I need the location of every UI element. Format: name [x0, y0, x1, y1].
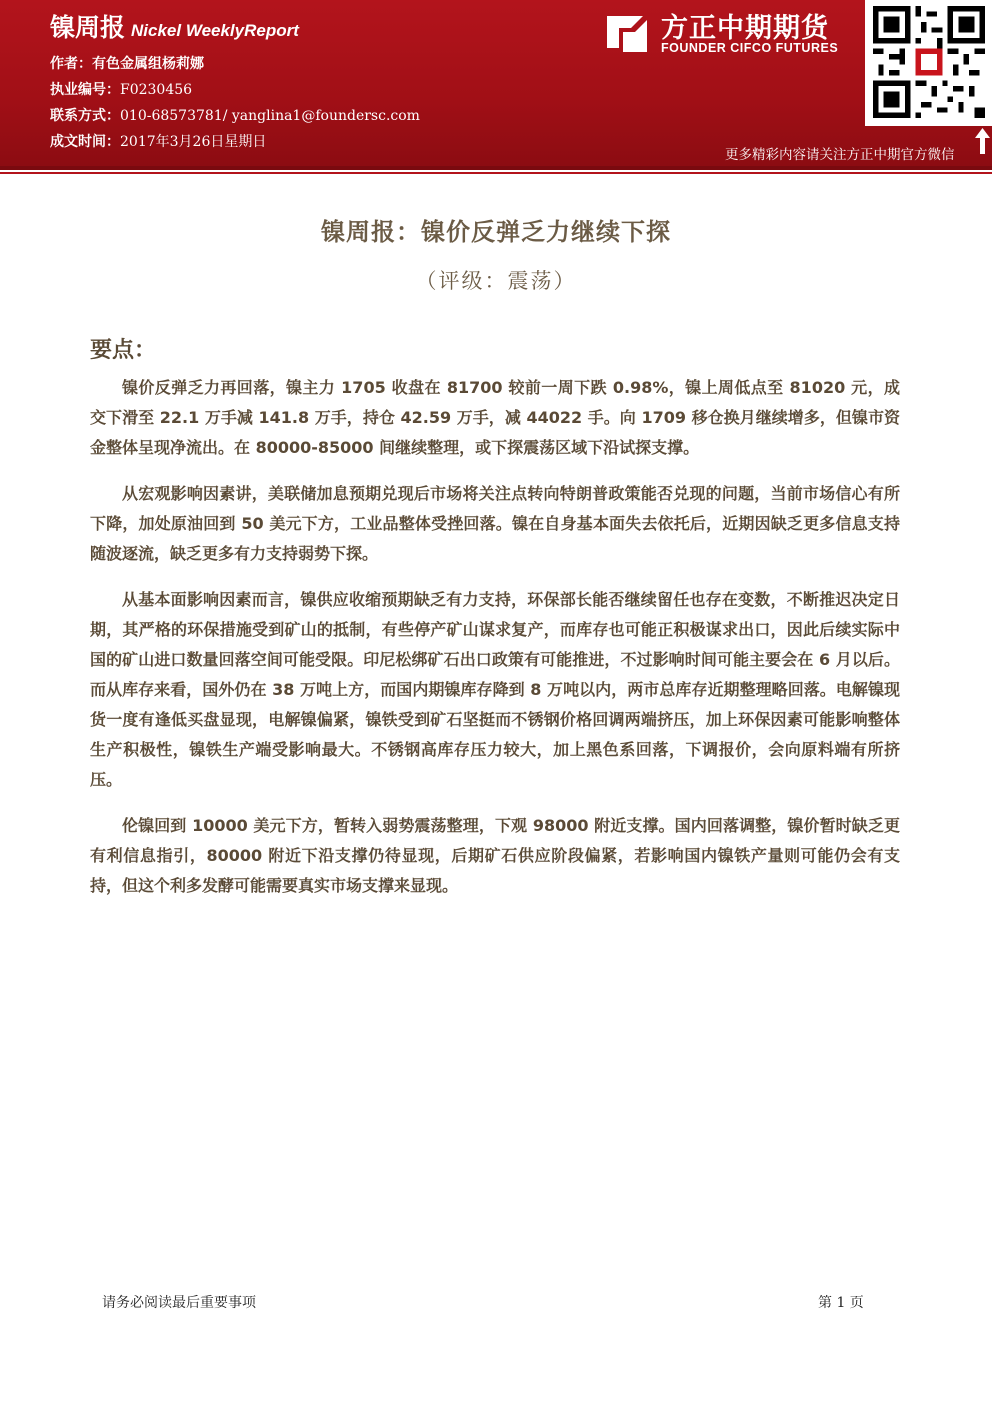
- license-line: [50, 79, 192, 99]
- license-value: F0230456: [120, 82, 193, 98]
- date-line: [50, 131, 266, 151]
- company-logo: [603, 6, 863, 62]
- date-value: 2017年3月26日星期日: [120, 134, 267, 150]
- paragraph-3: 从基本面影响因素而言，镍供应收缩预期缺乏有力支持，环保部长能否继续留任也存在变数，不断推迟决定日期，其严格的环保措施受到矿山的抵制，有些停产矿山谋求复产，而库存也可能正积极谋求出口，因此后续实际中国的矿山进口数量回落空间可能受限。印尼松绑矿石出口政策有可能推进，不过影响时间可能主要会在 6 月以后。而从库存来看，国外仍在 38 万吨上方，而国内期镍库存降到 8 万吨以内，两市总库存近期整理略回落。电解镍现货一度有逢低买盘显现，电解镍偏紧，镍铁受到矿石坚挺而不锈钢价格回调两端挤压，加上环保因素可能影响整体生产积极性，镍铁生产端受影响最大。不锈钢高库存压力较大，加上黑色系回落，下调报价，会向原料端有所挤压。: [90, 590, 900, 789]
- report-title-en: Nickel WeeklyReport: [131, 21, 299, 40]
- paragraph-1: 镍价反弹乏力再回落，镍主力 1705 收盘在 81700 较前一周下跌 0.98%，镍上周低点至 81020 元，成交下滑至 22.1 万手减 141.8 万手，持仓 42.59 万手，减 44022 手。向 1709 移仓换月继续增多，但镍市资金整体呈现净流出。在 80000-85000 间继续整理，或下探震荡区域下沿试探支撑。: [90, 378, 900, 457]
- wechat-follow-bar: [700, 140, 992, 162]
- author-value: 有色金属组杨莉娜: [92, 56, 204, 72]
- footer-notice: 请务必阅读最后重要事项: [102, 1295, 256, 1311]
- paragraph-2: 从宏观影响因素讲，美联储加息预期兑现后市场将关注点转向特朗普政策能否兑现的问题，当前市场信心有所下降，加处原油回到 50 美元下方，工业品整体受挫回落。镍在自身基本面失去依托后，近期因缺乏更多信息支持随波逐流，缺乏更多有力支持弱势下探。: [90, 484, 900, 563]
- qr-code-panel: [865, 0, 992, 126]
- paragraph-4: 伦镍回到 10000 美元下方，暂转入弱势震荡整理，下观 98000 附近支撑。国内回落调整，镍价暂时缺乏更有利信息指引，80000 附近下沿支撑仍待显现，后期矿石供应阶段偏紧，若影响国内镍铁产量则可能仍会有支持，但这个利多发酵可能需要真实市场支撑来显现。: [90, 816, 900, 895]
- page-number: 第 1 页: [818, 1295, 864, 1311]
- report-title: [50, 8, 299, 44]
- report-title-cn: 镍周报: [50, 13, 126, 42]
- qr-code-icon: [873, 6, 985, 118]
- header-divider-dark: [0, 166, 992, 170]
- section-heading: 要点：: [90, 338, 157, 363]
- wechat-follow-text: 更多精彩内容请关注方正中期官方微信: [725, 147, 955, 163]
- contact-label: 联系方式：: [50, 108, 120, 124]
- company-name-cn: 方正中期期货: [661, 13, 829, 44]
- header-divider-red: [0, 172, 992, 174]
- author-line: [50, 53, 204, 73]
- license-label: 执业编号：: [50, 82, 120, 98]
- document-rating: （评级：震荡）: [415, 269, 577, 293]
- contact-value[interactable]: 010-68573781/ yanglina1@foundersc.com: [120, 108, 420, 124]
- author-label: 作者：: [50, 56, 92, 72]
- document-title: 镍周报：镍价反弹乏力继续下探: [321, 218, 671, 246]
- contact-line: [50, 105, 420, 125]
- company-name-en: FOUNDER CIFCO FUTURES: [661, 41, 839, 55]
- report-header-banner: [0, 0, 992, 166]
- founder-logo-icon: [603, 8, 651, 56]
- date-label: 成文时间：: [50, 134, 120, 150]
